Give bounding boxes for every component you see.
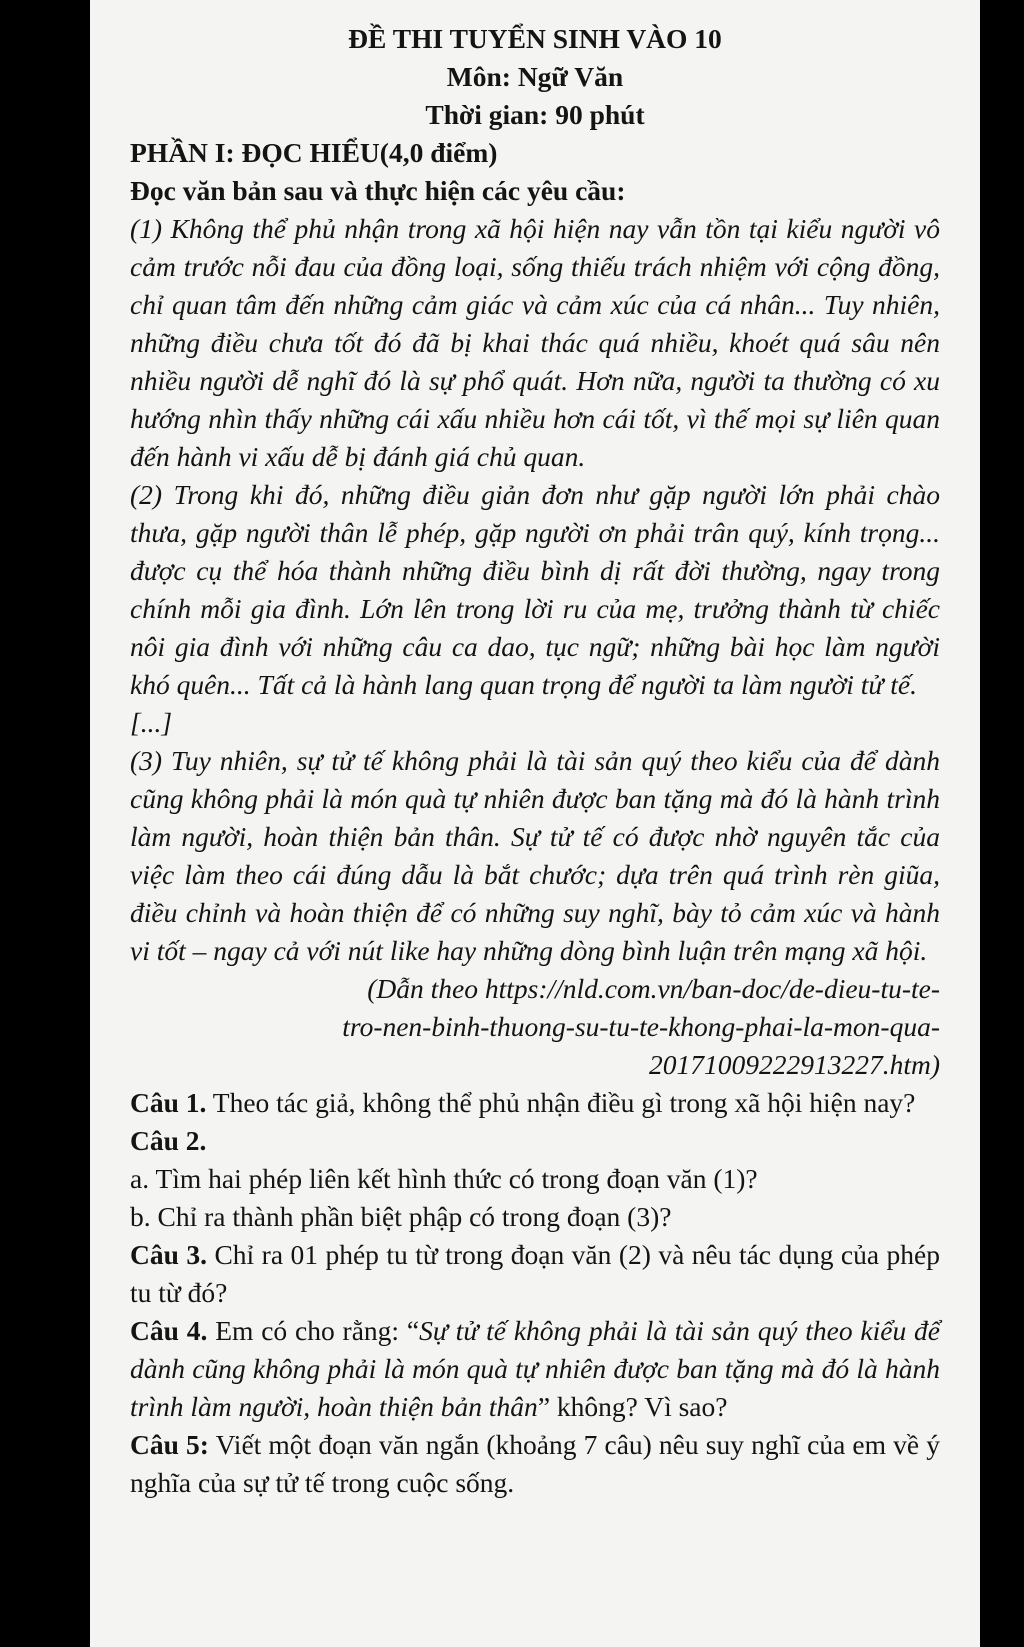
left-dark-border xyxy=(0,0,90,1647)
source-line-3: 20171009222913227.htm) xyxy=(648,1049,940,1080)
question-3-label: Câu 3. xyxy=(130,1239,207,1270)
question-5 xyxy=(130,1426,940,1502)
question-2-label: Câu 2. xyxy=(130,1125,207,1156)
exam-paper xyxy=(90,0,980,1647)
question-2 xyxy=(130,1122,940,1160)
passage-ellipsis: [...] xyxy=(130,707,173,738)
question-1 xyxy=(130,1084,940,1122)
question-1-text: Theo tác giả, không thể phủ nhận điều gì trong xã hội hiện nay? xyxy=(206,1087,916,1118)
passage-paragraph-2: (2) Trong khi đó, những điều giản đơn như gặp người lớn phải chào thưa, gặp người thân lễ phép, gặp người ơn phải trân quý, kính trọng... được cụ thể hóa thành những điều bình dị rất đời thường, ngay trong chính mỗi gia đình. Lớn lên trong lời ru của mẹ, trưởng thành từ chiếc nôi gia đình với những câu ca dao, tục ngữ; những bài học làm người khó quên... Tất cả là hành lang quan trọng để người ta làm người tử tế. xyxy=(130,479,940,700)
part1-instruction: Đọc văn bản sau và thực hiện các yêu cầu: xyxy=(130,175,626,206)
question-2b: b. Chỉ ra thành phần biệt phập có trong đoạn (3)? xyxy=(130,1201,672,1232)
exam-time: Thời gian: 90 phút xyxy=(425,99,645,130)
passage-paragraph-3: (3) Tuy nhiên, sự tử tế không phải là tài sản quý theo kiểu của để dành cũng không phải là món quà tự nhiên được ban tặng mà đó là hành trình làm người, hoàn thiện bản thân. Sự tử tế có được nhờ nguyên tắc của việc làm theo cái đúng dẫu là bắt chước; dựa trên quá trình rèn giũa, điều chỉnh và hoàn thiện để có những suy nghĩ, bày tỏ cảm xúc và hành vi tốt – ngay cả với nút like hay những dòng bình luận trên mạng xã hội. xyxy=(130,745,940,966)
question-2a: a. Tìm hai phép liên kết hình thức có trong đoạn văn (1)? xyxy=(130,1163,758,1194)
exam-subject: Môn: Ngữ Văn xyxy=(446,61,624,92)
source-line-2: tro-nen-binh-thuong-su-tu-te-khong-phai-la-mon-qua- xyxy=(342,1011,940,1042)
part1-heading: PHẦN I: ĐỌC HIỂU(4,0 điểm) xyxy=(130,137,498,168)
source-line-1: (Dẫn theo https://nld.com.vn/ban-doc/de-dieu-tu-te- xyxy=(367,973,940,1004)
question-4 xyxy=(130,1312,940,1426)
right-dark-border xyxy=(980,0,1024,1647)
passage-paragraph-1: (1) Không thể phủ nhận trong xã hội hiện nay vẫn tồn tại kiểu người vô cảm trước nỗi đau của đồng loại, sống thiếu trách nhiệm với cộng đồng, chỉ quan tâm đến những cảm giác và cảm xúc của cá nhân... Tuy nhiên, những điều chưa tốt đó đã bị khai thác quá nhiều, khoét quá sâu nên nhiều người dễ nghĩ đó là sự phổ quát. Hơn nữa, người ta thường có xu hướng nhìn thấy những cái xấu nhiều hơn cái tốt, vì thế mọi sự liên quan đến hành vi xấu dễ bị đánh giá chủ quan. xyxy=(130,213,940,472)
question-3 xyxy=(130,1236,940,1312)
question-4-label: Câu 4. xyxy=(130,1315,208,1346)
question-1-label: Câu 1. xyxy=(130,1087,207,1118)
question-3-text: Chỉ ra 01 phép tu từ trong đoạn văn (2) và nêu tác dụng của phép tu từ đó? xyxy=(130,1239,941,1308)
question-4-quote: Sự tử tế không phải là tài sản quý theo kiểu để dành cũng không phải là món quà tự nhiên được ban tặng mà đó là hành trình làm người, hoàn thiện bản thân xyxy=(130,1315,941,1422)
exam-title: ĐỀ THI TUYỂN SINH VÀO 10 xyxy=(348,23,722,54)
question-5-text: Viết một đoạn văn ngắn (khoảng 7 câu) nêu suy nghĩ của em về ý nghĩa của sự tử tế trong cuộc sống. xyxy=(130,1429,941,1498)
question-4-post: ” không? Vì sao? xyxy=(537,1391,728,1422)
question-5-label: Câu 5: xyxy=(130,1429,209,1460)
question-4-pre: Em có cho rằng: “ xyxy=(207,1315,420,1346)
